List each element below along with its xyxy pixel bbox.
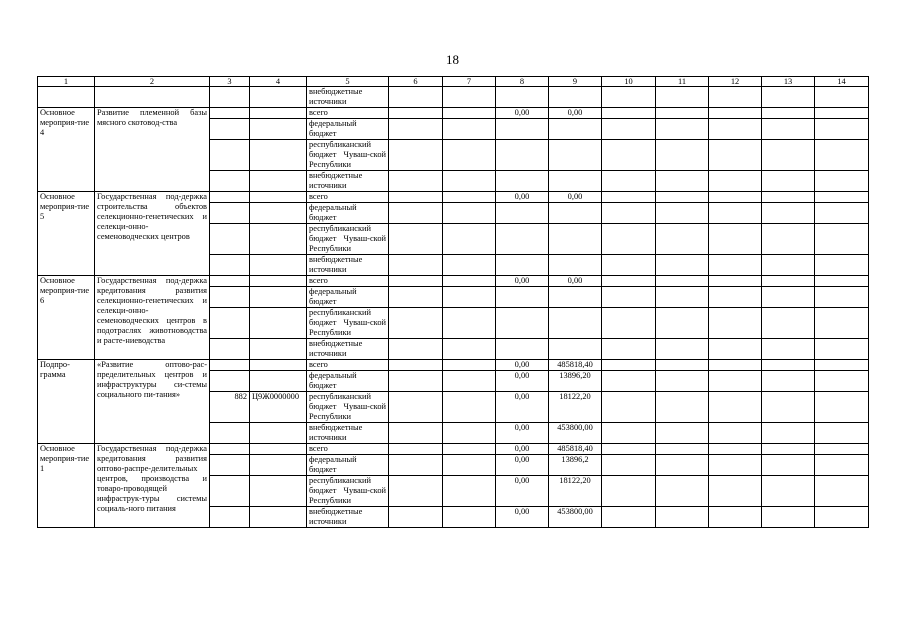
col-header-12: 12 [709,77,762,87]
page-number: 18 [446,52,459,67]
amount-col9 [549,287,602,308]
measure-name: Государственная под-держка кредитования развития оптово-распре-делительных центров, производства и товаро-проводящей инфраструк-туры системы социаль-ного питания [95,444,210,528]
amount-col8: 0,00 [496,507,549,528]
funding-source: внебюджетные источники [307,87,389,108]
amount-col8 [496,119,549,140]
measure-type: Основное мероприя-тие 1 [38,444,95,528]
amount-col9: 13896,2 [549,455,602,476]
amount-col9: 453800,00 [549,507,602,528]
amount-col9: 0,00 [549,192,602,203]
measure-name: Государственная под-держка кредитования развития селекционно-генетических и селекци-онно-семеноводческих центров в подотраслях животноводства и расте-ниеводства [95,276,210,360]
amount-col9: 18122,20 [549,392,602,423]
amount-col8: 0,00 [496,392,549,423]
funding-source: республиканский бюджет Чуваш-ской Республики [307,476,389,507]
amount-col9 [549,339,602,360]
amount-col9 [549,224,602,255]
table-row [38,444,869,455]
amount-col9: 13896,20 [549,371,602,392]
col-header-10: 10 [602,77,656,87]
measure-name: «Развитие оптово-рас-пределительных центров и инфраструктуры си-стемы социального пи-тания» [95,360,210,444]
col-header-3: 3 [210,77,250,87]
funding-source: внебюджетные источники [307,255,389,276]
amount-col8: 0,00 [496,423,549,444]
target-code: Ц9Ж0000000 [250,392,307,423]
funding-source: федеральный бюджет [307,287,389,308]
funding-source: федеральный бюджет [307,119,389,140]
amount-col8 [496,203,549,224]
measure-type: Основное мероприя-тие 6 [38,276,95,360]
measure-type: Основное мероприя-тие 5 [38,192,95,276]
measure-name: Развитие племенной базы мясного скотовод-ства [95,108,210,192]
amount-col9: 0,00 [549,108,602,119]
amount-col9 [549,171,602,192]
col-header-5: 5 [307,77,389,87]
funding-source: федеральный бюджет [307,455,389,476]
funding-source: всего [307,108,389,119]
amount-col8 [496,140,549,171]
amount-col9: 485818,40 [549,360,602,371]
amount-col8 [496,287,549,308]
measure-type: Подпро-грамма [38,360,95,444]
budget-code: 882 [210,392,250,423]
continuation-row [38,87,869,108]
amount-col8: 0,00 [496,371,549,392]
funding-source: внебюджетные источники [307,339,389,360]
col-header-14: 14 [815,77,869,87]
col-header-2: 2 [95,77,210,87]
amount-col8 [496,224,549,255]
amount-col8: 0,00 [496,444,549,455]
measure-name: Государственная под-держка строительства объектов селекционно-генетических и селекци-онно-семеноводческих центров [95,192,210,276]
funding-source: внебюджетные источники [307,423,389,444]
amount-col9 [549,255,602,276]
column-number-row [38,77,869,87]
col-header-1: 1 [38,77,95,87]
amount-col8: 0,00 [496,455,549,476]
amount-col8 [496,339,549,360]
funding-source: внебюджетные источники [307,507,389,528]
funding-source: республиканский бюджет Чуваш-ской Республики [307,308,389,339]
funding-source: федеральный бюджет [307,203,389,224]
amount-col9 [549,308,602,339]
amount-col8: 0,00 [496,192,549,203]
amount-col8 [496,171,549,192]
amount-col9 [549,203,602,224]
col-header-9: 9 [549,77,602,87]
amount-col8: 0,00 [496,108,549,119]
amount-col9 [549,119,602,140]
col-header-6: 6 [389,77,443,87]
funding-source: республиканский бюджет Чуваш-ской Республики [307,140,389,171]
amount-col8: 0,00 [496,476,549,507]
funding-source: всего [307,360,389,371]
amount-col9: 0,00 [549,276,602,287]
table-row [38,192,869,203]
col-header-7: 7 [443,77,496,87]
funding-source: внебюджетные источники [307,171,389,192]
col-header-4: 4 [250,77,307,87]
col-header-8: 8 [496,77,549,87]
amount-col9: 485818,40 [549,444,602,455]
measure-type: Основное мероприя-тие 4 [38,108,95,192]
amount-col9: 453800,00 [549,423,602,444]
amount-col9: 18122,20 [549,476,602,507]
amount-col8 [496,308,549,339]
col-header-13: 13 [762,77,815,87]
amount-col8: 0,00 [496,276,549,287]
table-row [38,360,869,371]
program-funding-table [37,76,869,528]
funding-source: республиканский бюджет Чуваш-ской Республики [307,224,389,255]
funding-source: всего [307,444,389,455]
table-row [38,276,869,287]
funding-source: всего [307,276,389,287]
funding-source: федеральный бюджет [307,371,389,392]
funding-source: всего [307,192,389,203]
col-header-11: 11 [656,77,709,87]
amount-col8 [496,255,549,276]
funding-source: республиканский бюджет Чуваш-ской Республики [307,392,389,423]
amount-col9 [549,140,602,171]
amount-col8: 0,00 [496,360,549,371]
table-row [38,108,869,119]
